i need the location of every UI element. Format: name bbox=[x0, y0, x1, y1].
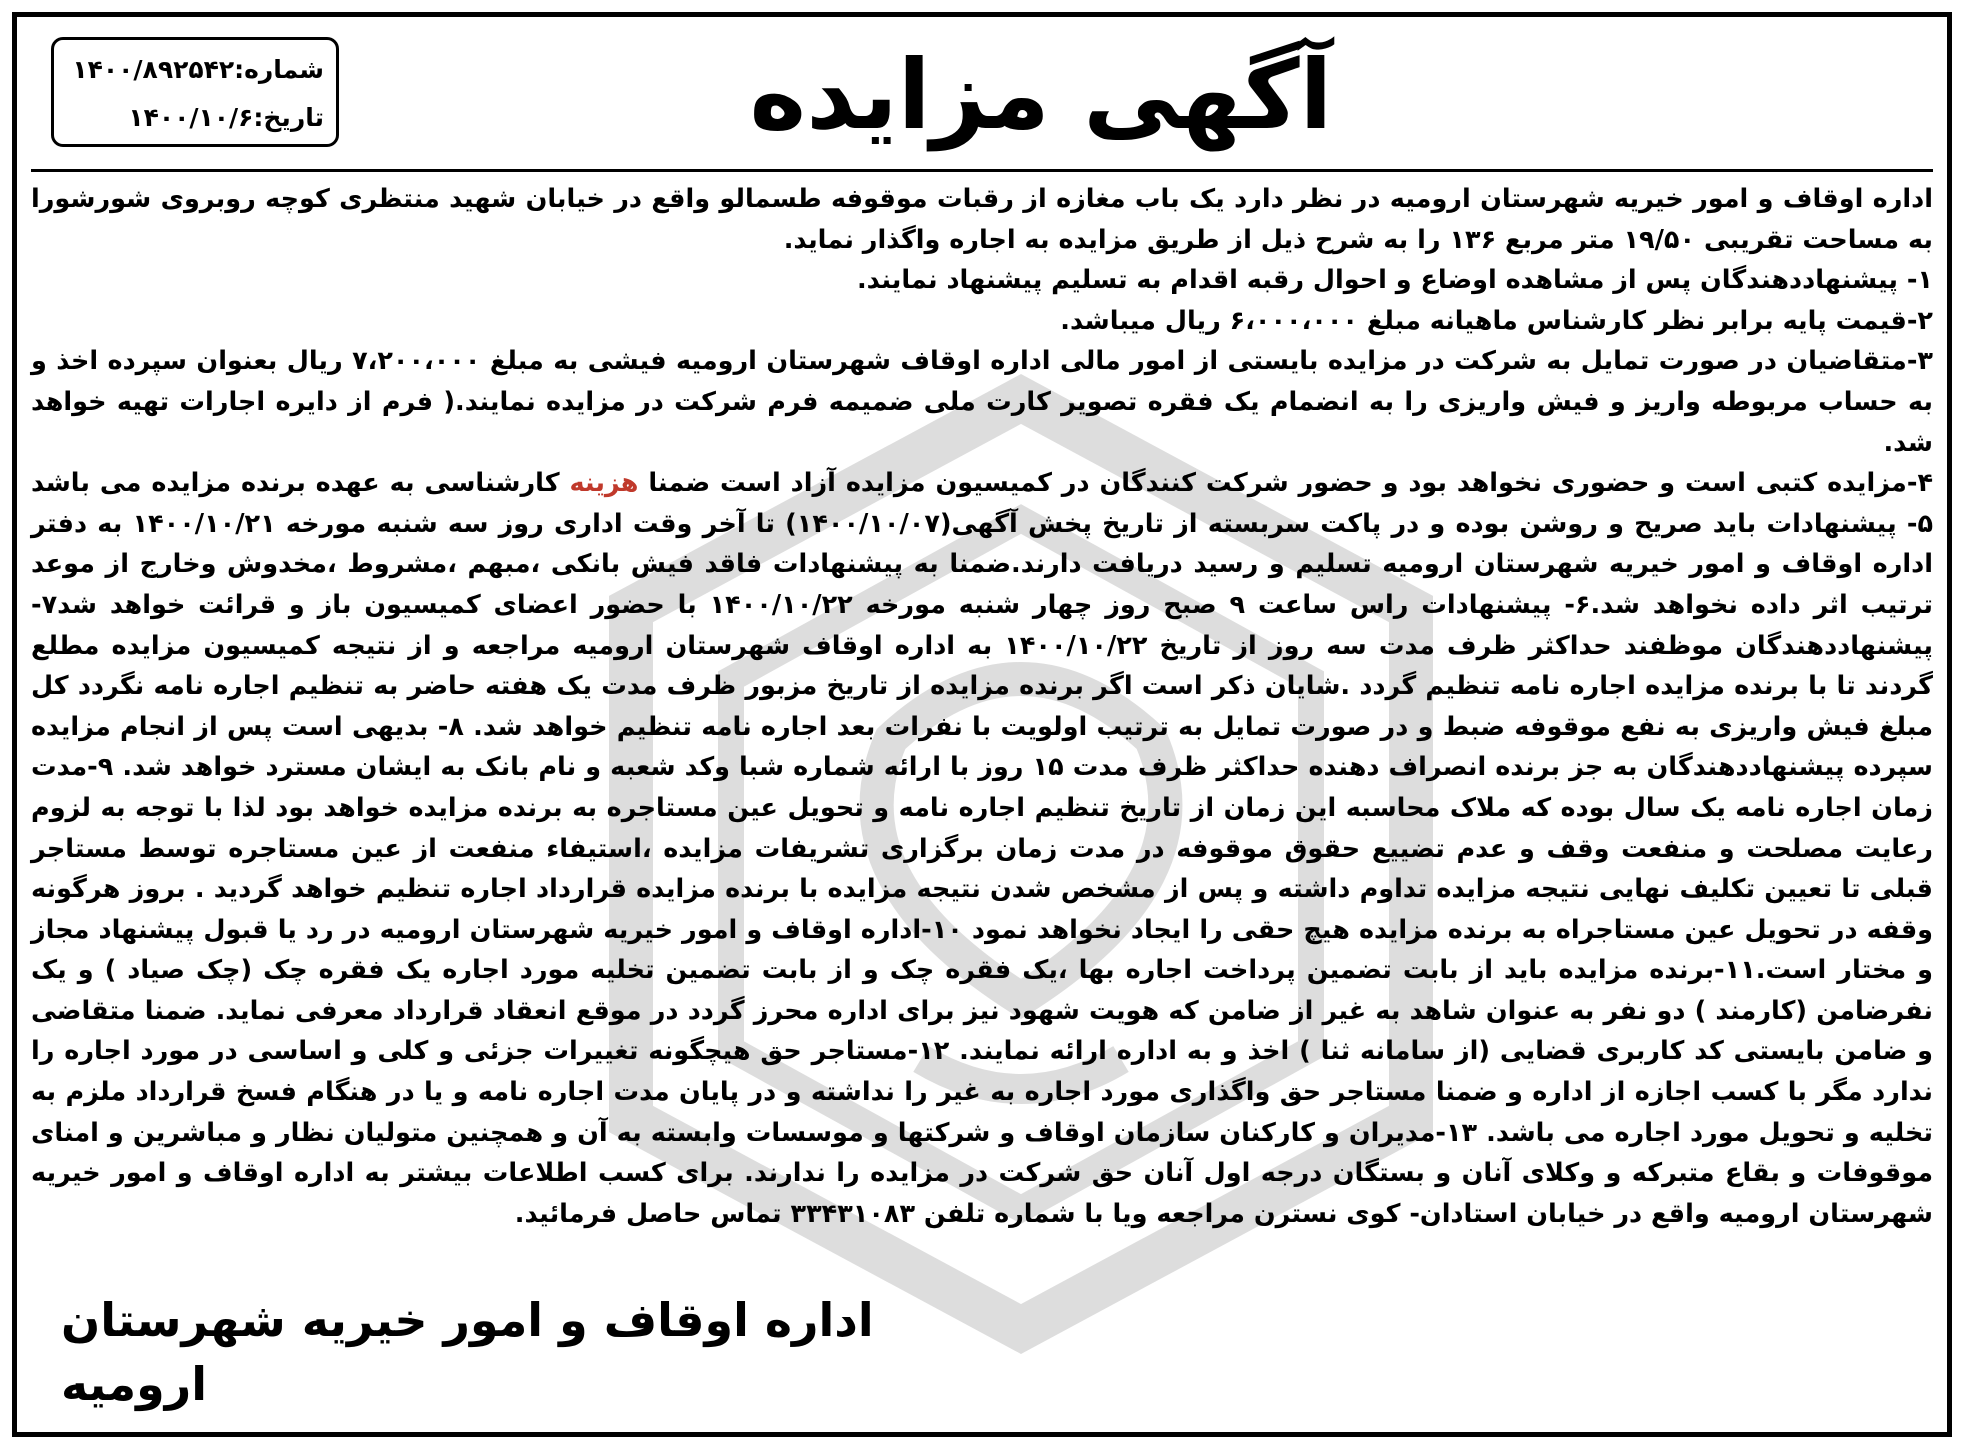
item-4-paragraph bbox=[31, 463, 1933, 1234]
notice-body bbox=[31, 179, 1933, 1234]
item-4-rest: کارشناسی به عهده برنده مزایده می باشد ۵- پیشنهادات باید صریح و روشن بوده و در پاکت سربسته از تاریخ پخش آگهی(۱۴۰۰/۱۰/۰۷) تا آخر وقت اداری روز سه شنبه مورخه ۱۴۰۰/۱۰/۲۱ به دفتر اداره اوقاف و امور خیریه شهرستان ارومیه تسلیم و رسید دریافت دارند.ضمنا به پیشنهادات فاقد فیش بانکی ،مبهم ،مشروط ،مخدوش وخارج از موعد ترتیب اثر داده نخواهد شد.۶- پیشنهادات راس ساعت ۹ صبح روز چهار شنبه مورخه ۱۴۰۰/۱۰/۲۲ با حضور اعضای کمیسیون باز و قرائت خواهد شد۷-پیشنهاددهندگان موظفند حداکثر ظرف مدت سه روز از تاریخ ۱۴۰۰/۱۰/۲۲ به اداره اوقاف شهرستان ارومیه مراجعه و از نتیجه کمیسیون مزایده مطلع گردند تا با برنده مزایده اجاره نامه تنظیم گردد .شایان ذکر است اگر برنده مزایده از تاریخ مزبور ظرف مدت یک هفته حاضر به تنظیم اجاره نامه نگردد کل مبلغ فیش واریزی به نفع موقوفه ضبط و در صورت تمایل به ترتیب اولویت با نفرات بعد اجاره نامه تنظیم خواهد شد. ۸- بدیهی است پس از انجام مزایده سپرده پیشنهاددهندگان به جز برنده انصراف دهنده حداکثر ظرف مدت ۱۵ روز با ارائه شماره شبا وکد شعبه و نام بانک به ایشان مسترد خواهد شد. ۹-مدت زمان اجاره نامه یک سال بوده که ملاک محاسبه این زمان از تاریخ تنظیم اجاره نامه و تحویل عین مستاجره به برنده مزایده خواهد بود لذا با توجه به لزوم رعایت مصلحت و منفعت وقف و عدم تضییع حقوق موقوفه در مدت زمان برگزاری تشریفات مزایده ،استیفاء منفعت از عین مستاجره توسط مستاجر قبلی تا تعیین تکلیف نهایی نتیجه مزایده تداوم داشته و پس از مشخص شدن نتیجه مزایده با برنده مزایده قرارداد اجاره تنظیم خواهد گردید . بروز هرگونه وقفه در تحویل عین مستاجراه به برنده مزایده هیچ حقی را ایجاد نخواهد نمود ۱۰-اداره اوقاف و امور خیریه شهرستان ارومیه در رد یا قبول پیشنهاد مجاز و مختار است.۱۱-برنده مزایده باید از بابت تضمین پرداخت اجاره بها ،یک فقره چک و از بابت تضمین تخلیه مورد اجاره یک فقره چک (چک صیاد ) و یک نفرضامن (کارمند ) دو نفر به عنوان شاهد به غیر از ضامن که هویت شهود نیز برای اداره محرز گردد در موقع انعقاد قرارداد معرفی نماید. ضمنا متقاضی و ضامن بایستی کد کاربری قضایی (از سامانه ثنا ) اخذ و به اداره ارائه نمایند. ۱۲-مستاجر حق هیچگونه تغییرات جزئی و کلی و اساسی در مورد اجاره را ندارد مگر با کسب اجازه از اداره و ضمنا مستاجر حق واگذاری مورد اجاره به غیر را نداشته و در پایان مدت اجاره نامه و یا در هنگام فسخ قرارداد ملزم به تخلیه و تحویل مورد اجاره می باشد. ۱۳-مدیران و کارکنان سازمان اوقاف و شرکتها و موسسات وابسته به آن و همچنین متولیان نظار و مباشرین و امنای موقوفات و بقاع متبرکه و وکلای آنان و بستگان درجه اول آنان حق شرکت در مزایده را ندارند. برای کسب اطلاعات بیشتر به اداره اوقاف و امور خیریه شهرستان ارومیه واقع در خیابان استادان- کوی نسترن مراجعه ویا با شماره تلفن ۳۳۴۳۱۰۸۳ تماس حاصل فرمائید. bbox=[31, 468, 1934, 1229]
header-divider bbox=[31, 169, 1933, 172]
reference-date bbox=[66, 94, 324, 142]
issuer-signature: اداره اوقاف و امور خیریه شهرستان ارومیه bbox=[61, 1293, 874, 1411]
item-4-start: ۴-مزایده کتبی است و حضوری نخواهد بود و حضور شرکت کنندگان در کمیسیون مزایده آزاد است ضمنا bbox=[648, 468, 1934, 499]
notice-frame bbox=[12, 12, 1952, 1437]
date-label: تاریخ: bbox=[253, 103, 324, 132]
item-1: ۱- پیشنهاددهندگان پس از مشاهده اوضاع و احوال رقبه اقدام به تسلیم پیشنهاد نمایند. bbox=[856, 265, 1933, 296]
highlighted-word: هزینه bbox=[569, 468, 639, 499]
reference-box bbox=[51, 37, 339, 147]
intro-paragraph: اداره اوقاف و امور خیریه شهرستان ارومیه در نظر دارد یک باب مغازه از رقبات موقوفه طسمالو واقع در خیابان شهید منتظری کوچه روبروی شورشورا به مساحت تقریبی ۱۹/۵۰ متر مربع ۱۳۶ را به شرح ذیل از طریق مزایده به اجاره واگذار نماید. bbox=[31, 184, 1933, 255]
date-value: ۱۴۰۰/۱۰/۶ bbox=[128, 103, 254, 132]
reference-number bbox=[66, 46, 324, 94]
number-label: شماره: bbox=[234, 55, 324, 84]
number-value: ۱۴۰۰/۸۹۲۵۴۲ bbox=[72, 55, 235, 84]
notice-inner bbox=[31, 29, 1933, 1422]
item-3: ۳-متقاضیان در صورت تمایل به شرکت در مزایده بایستی از امور مالی اداره اوقاف شهرستان ارومیه فیشی به مبلغ ۷،۲۰۰،۰۰۰ ریال بعنوان سپرده اخذ و به حساب مربوطه واریز و فیش واریزی را به انضمام یک فقره تصویر کارت ملی ضمیمه فرم شرکت در مزایده نمایند.( فرم از دایره اجارات تهیه خواهد شد. bbox=[31, 346, 1933, 458]
item-2: ۲-قیمت پایه برابر نظر کارشناس ماهیانه مبلغ ۶،۰۰۰،۰۰۰ ریال میباشد. bbox=[1060, 305, 1933, 336]
notice-title: آگهی مزایده bbox=[749, 39, 1333, 151]
notice-header bbox=[31, 29, 1933, 169]
